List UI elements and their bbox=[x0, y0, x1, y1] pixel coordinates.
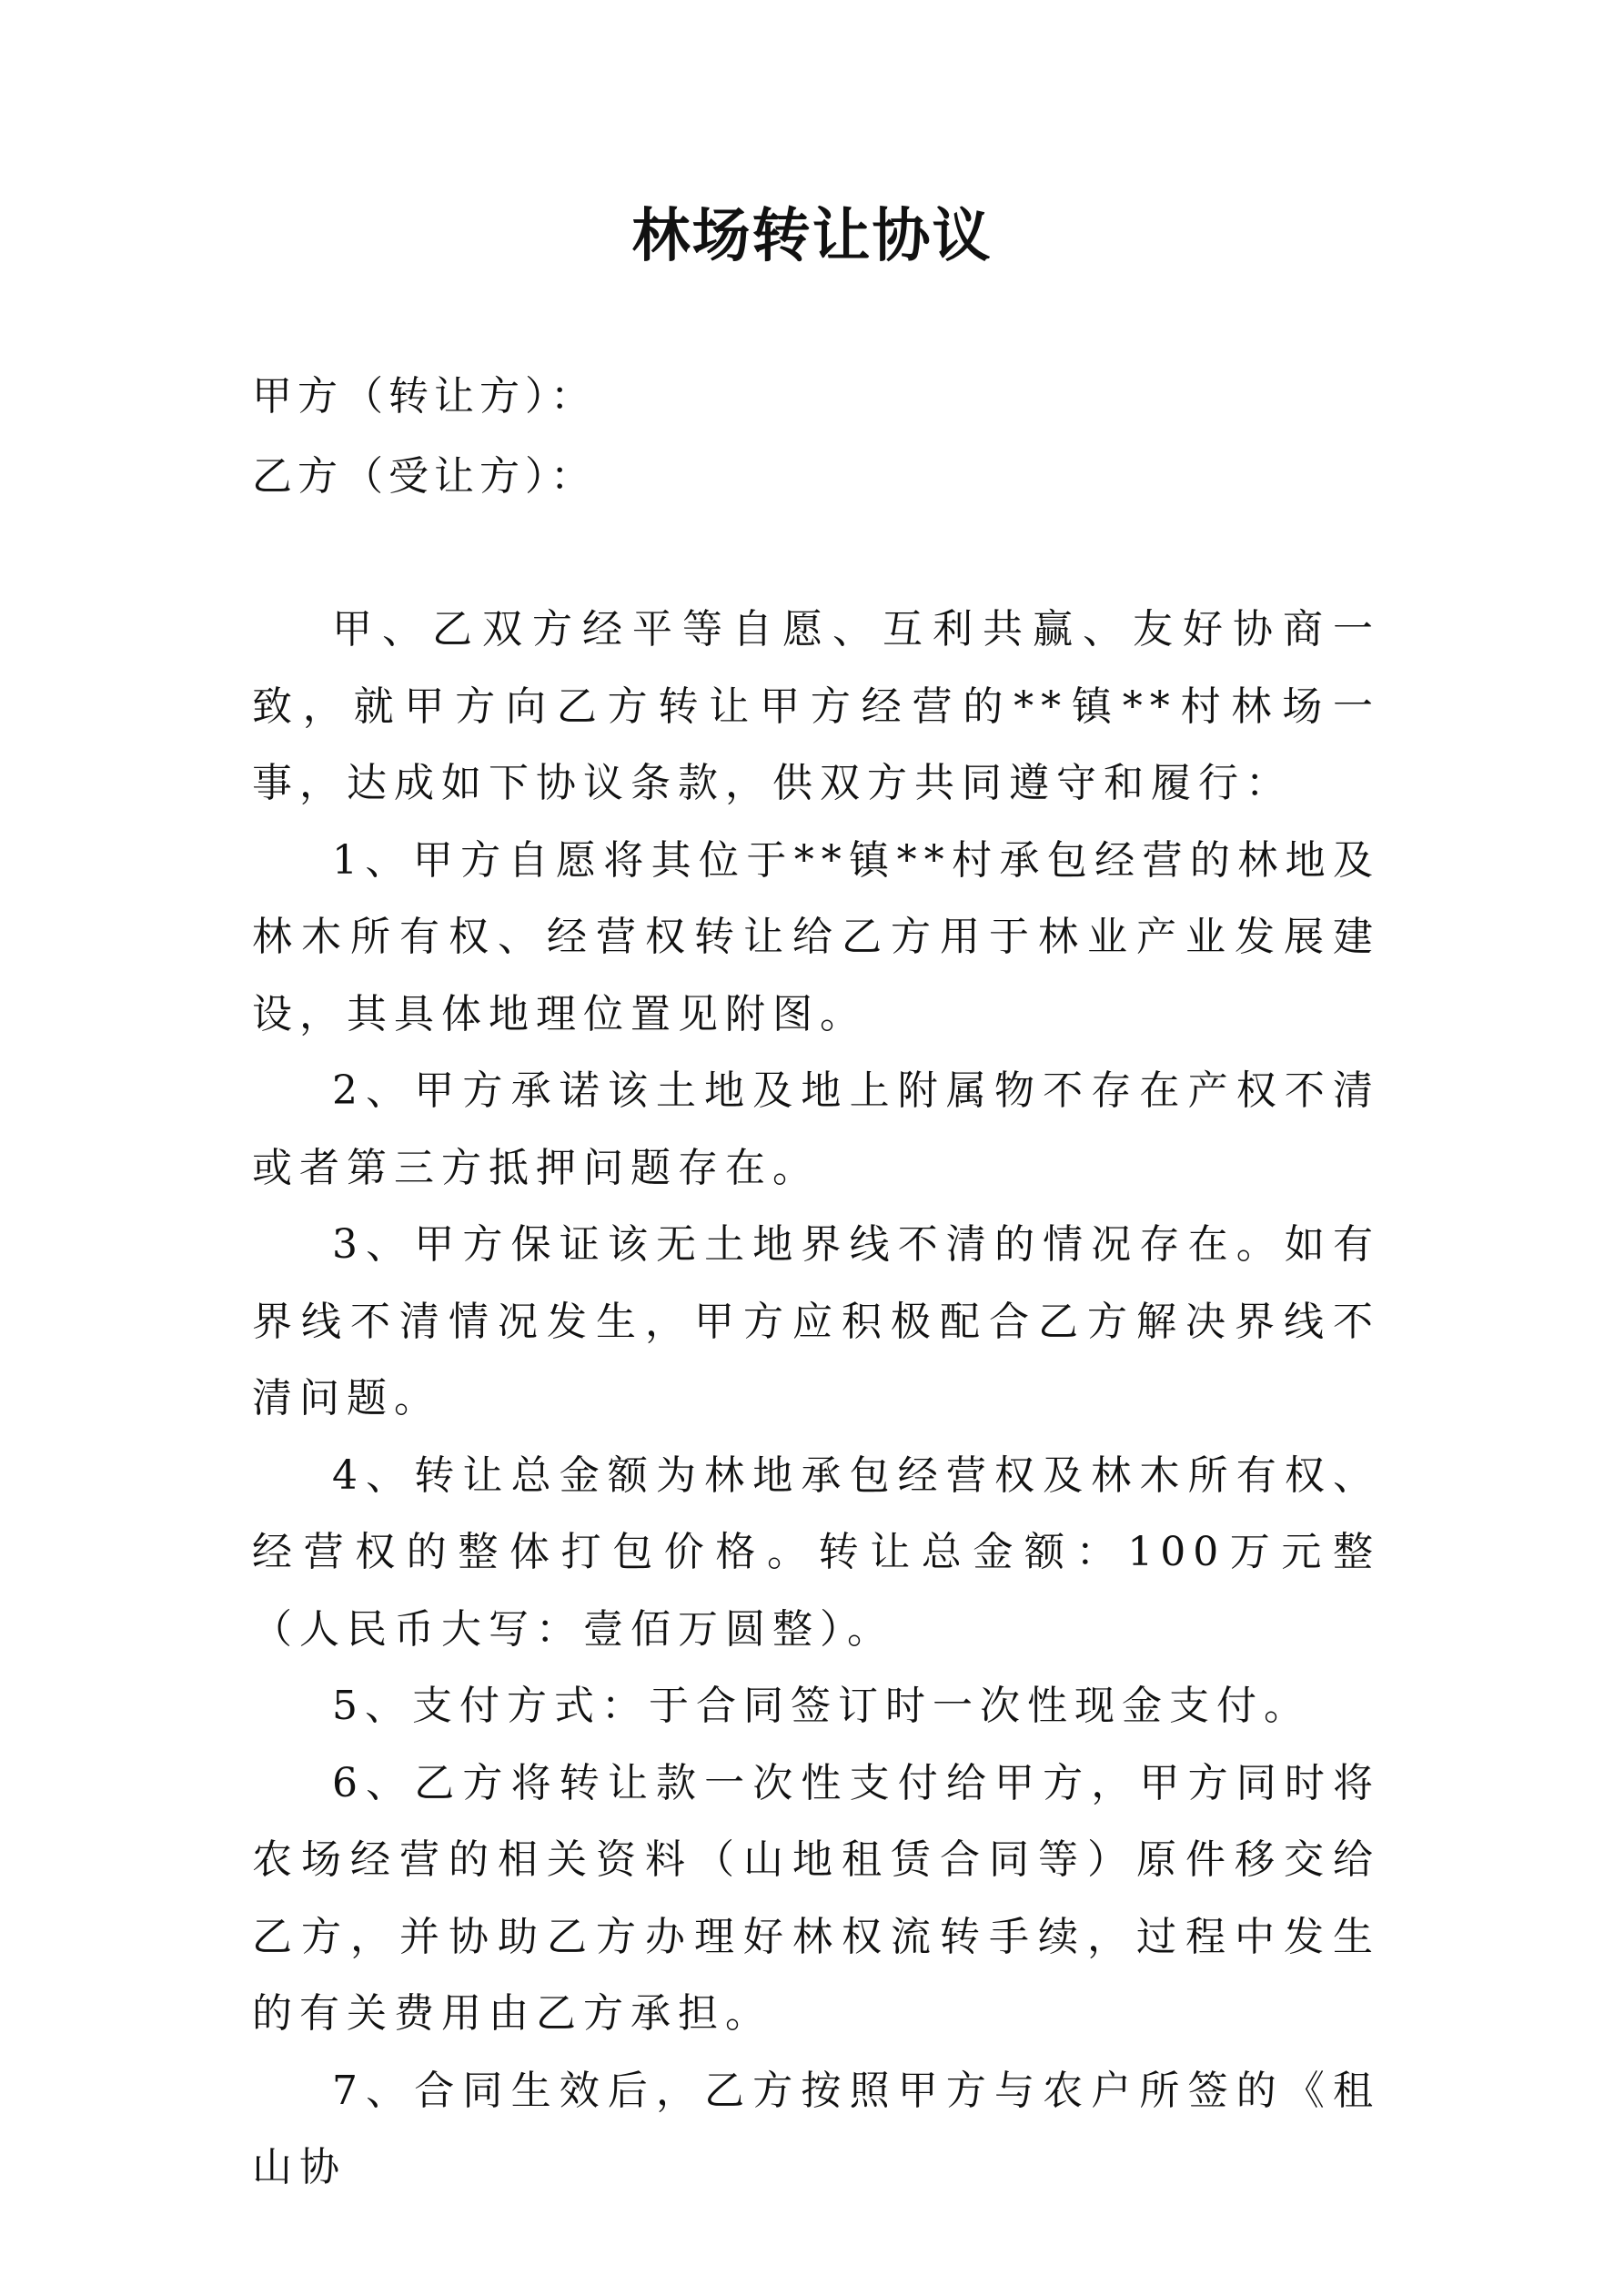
clause-2: 2、甲方承诺该土地及地上附属物不存在产权不清或者第三方抵押问题存在。 bbox=[252, 1067, 1380, 1191]
clause-5: 5、支付方式：于合同签订时一次性现金支付。 bbox=[332, 1683, 1311, 1729]
clause-1: 1、甲方自愿将其位于**镇**村承包经营的林地及林木所有权、经营权转让给乙方用于林业产业发展建设，其具体地理位置见附图。 bbox=[252, 836, 1380, 1037]
clause-3: 3、甲方保证该无土地界线不清的情况存在。如有界线不清情况发生，甲方应积极配合乙方解决界线不清问题。 bbox=[252, 1221, 1380, 1421]
party-a-label: 甲方（转让方）： bbox=[252, 373, 596, 420]
intro-paragraph: 甲、乙双方经平等自愿、互利共赢、友好协商一致，就甲方向乙方转让甲方经营的**镇**村林场一事，达成如下协议条款，供双方共同遵守和履行： bbox=[252, 606, 1380, 806]
clause-4: 4、转让总金额为林地承包经营权及林木所有权、经营权的整体打包价格。转让总金额：100万元整（人民币大写：壹佰万圆整）。 bbox=[252, 1451, 1380, 1653]
clause-7: 7、合同生效后，乙方按照甲方与农户所签的《租山协 bbox=[252, 2067, 1380, 2190]
document-title: 林场转让协议 bbox=[631, 203, 993, 270]
party-b-label: 乙方（受让方）： bbox=[252, 453, 596, 500]
agreement-body bbox=[252, 592, 1380, 2207]
clause-6: 6、乙方将转让款一次性支付给甲方，甲方同时将农场经营的相关资料（山地租赁合同等）原件移交给乙方，并协助乙方办理好林权流转手续，过程中发生的有关费用由乙方承担。 bbox=[252, 1759, 1380, 2037]
